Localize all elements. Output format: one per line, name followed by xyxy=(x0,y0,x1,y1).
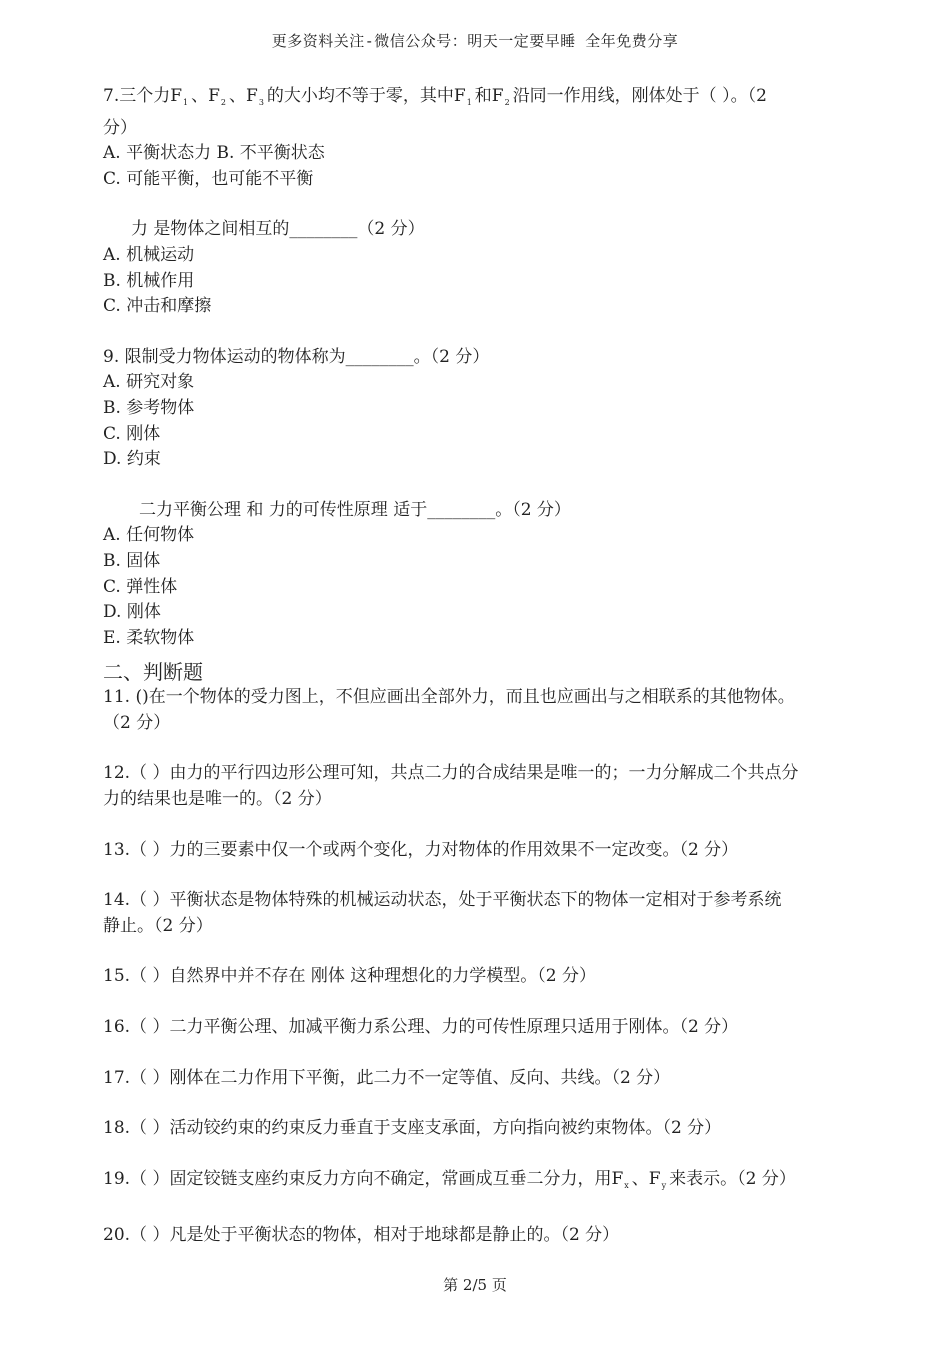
page-header: 更多资料关注-微信公众号：明天一定要早睡 全年免费分享 xyxy=(271,32,679,50)
question-7-text: 7.三个力$F_1$ 、$F_2$ 、$F_3$ 的大小均不等于零，其中$F_1$ 和$F_2$ 沿同一作用线，刚体处于（ ）。（2 xyxy=(103,86,767,107)
option: E. 柔软物体 xyxy=(103,627,195,648)
question-8 xyxy=(103,217,863,319)
question-7 xyxy=(103,84,863,192)
option: B. 固体 xyxy=(103,550,161,571)
question-8-text: 力 是物体之间相互的________（2 分） xyxy=(131,219,425,240)
question-12-line2: 力的结果也是唯一的。（2 分） xyxy=(103,789,332,810)
option: A. 机械运动 xyxy=(103,244,195,265)
question-15: 15.（ ）自然界中并不存在 刚体 这种理想化的力学模型。（2 分） xyxy=(103,966,596,987)
option: D. 约束 xyxy=(103,449,161,470)
option: C. 刚体 xyxy=(103,423,161,444)
option: D. 刚体 xyxy=(103,602,161,623)
option: A. 研究对象 xyxy=(103,372,195,393)
question-7-text-line2: 分） xyxy=(103,117,137,138)
option: B. 机械作用 xyxy=(103,270,195,291)
question-19: 19.（ ）固定铰链支座约束反力方向不确定，常画成互垂二分力，用$F_x$ 、$F_y$ 来表示。（2 分） xyxy=(103,1168,796,1190)
document-body xyxy=(103,84,863,1249)
question-8-options xyxy=(103,243,863,320)
question-10 xyxy=(103,498,863,652)
question-10-text: 二力平衡公理 和 力的可传性原理 适于________。（2 分） xyxy=(139,499,571,520)
question-14-line1: 14.（ ）平衡状态是物体特殊的机械运动状态，处于平衡状态下的物体一定相对于参考系统 xyxy=(103,890,782,911)
section-title-judgment: 二、判断题 xyxy=(103,660,203,685)
option: A. 任何物体 xyxy=(103,525,195,546)
question-7-options xyxy=(103,141,863,192)
question-14 xyxy=(103,888,863,939)
option: C. 冲击和摩擦 xyxy=(103,296,212,317)
question-11 xyxy=(103,685,863,736)
question-9 xyxy=(103,345,863,473)
question-18: 18.（ ）活动铰约束的约束反力垂直于支座支承面，方向指向被约束物体。（2 分） xyxy=(103,1118,722,1139)
question-9-options xyxy=(103,370,863,472)
option: B. 参考物体 xyxy=(103,397,195,418)
option: C. 可能平衡，也可能不平衡 xyxy=(103,168,314,189)
question-12-line1: 12.（ ）由力的平行四边形公理可知，共点二力的合成结果是唯一的；一力分解成二个共点分 xyxy=(103,763,799,784)
question-9-text: 9. 限制受力物体运动的物体称为________。（2 分） xyxy=(103,346,490,367)
question-13: 13.（ ）力的三要素中仅一个或两个变化，力对物体的作用效果不一定改变。（2 分） xyxy=(103,839,739,860)
question-14-line2: 静止。（2 分） xyxy=(103,915,213,936)
question-17: 17.（ ）刚体在二力作用下平衡，此二力不一定等值、反向、共线。（2 分） xyxy=(103,1067,671,1088)
question-10-options xyxy=(103,523,863,651)
question-20: 20.（ ）凡是处于平衡状态的物体，相对于地球都是静止的。（2 分） xyxy=(103,1225,620,1246)
option: C. 弹性体 xyxy=(103,576,178,597)
question-11-line2: （2 分） xyxy=(103,712,171,733)
option: A. 平衡状态力 B. 不平衡状态 xyxy=(103,143,325,164)
question-11-line1: 11. ()在一个物体的受力图上，不但应画出全部外力，而且也应画出与之相联系的其他物体。 xyxy=(103,687,795,708)
page-number: 第 2/5 页 xyxy=(443,1276,507,1294)
question-12 xyxy=(103,761,863,812)
question-16: 16.（ ）二力平衡公理、加减平衡力系公理、力的可传性原理只适用于刚体。（2 分） xyxy=(103,1017,739,1038)
